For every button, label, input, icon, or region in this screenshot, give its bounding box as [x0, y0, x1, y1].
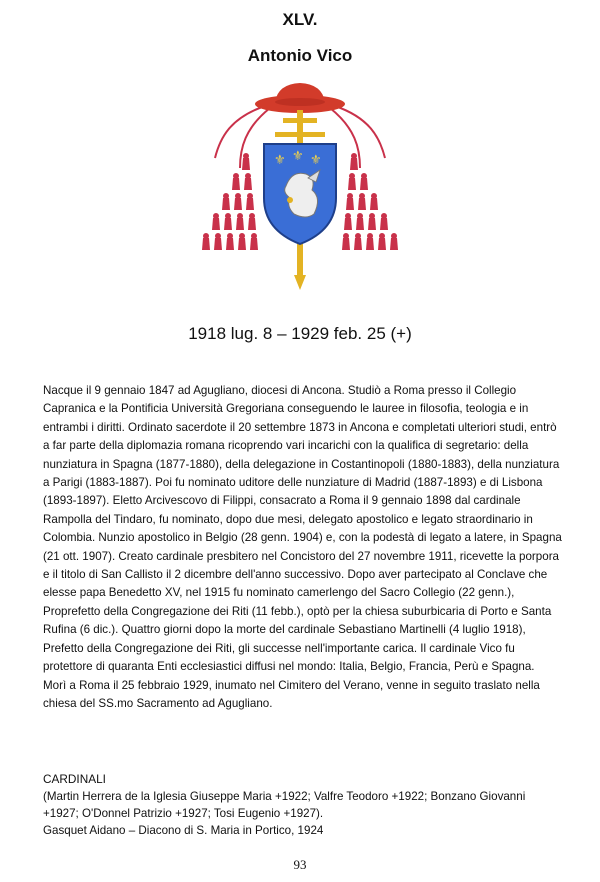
tassel [354, 233, 362, 250]
biography-text [43, 382, 571, 713]
biography-line: Rampolla del Tindaro, fu nominato, dopo due mesi, delegato apostolico e legato straordinario in [43, 512, 533, 526]
tassel [248, 213, 256, 230]
biography-line: entrambi i diritti. Ordinato sacerdote il 20 settembre 1873 in Ancona e completati ulteriori studi, entrò [43, 420, 557, 434]
cardinali-line: Gasquet Aidano – Diacono di S. Maria in Portico, 1924 [43, 824, 324, 837]
tassel [358, 193, 366, 210]
biography-line: Morì a Roma il 25 febbraio 1929, inumato nel Cimitero del Verano, venne in seguito traslato nella [43, 678, 540, 692]
tassel [348, 173, 356, 190]
biography-line: Capranica e la Pontificia Università Gregoriana conseguendo le lauree in filosofia, teologia e in [43, 402, 529, 416]
tassel [236, 213, 244, 230]
biography-line: Prefetto della Congregazione dei Riti, gli successe nell'importante carica. Il cardinale Vico fu [43, 641, 515, 655]
tassel [212, 213, 220, 230]
coat-of-arms [190, 78, 410, 298]
biography-line: elesse papa Benedetto XV, nel 1915 fu nominato camerlengo del Sacro Collegio (22 genn.), [43, 586, 515, 600]
tassel [370, 193, 378, 210]
svg-text:⚜: ⚜ [274, 153, 286, 168]
chapter-numeral: XLV. [282, 10, 318, 29]
tassel [214, 233, 222, 250]
tassel [244, 173, 252, 190]
shield [264, 144, 336, 244]
cardinal-name: Antonio Vico [247, 46, 353, 65]
tassel [346, 193, 354, 210]
biography-line: Rufina (6 dic.). Quattro giorni dopo la morte del cardinale Sebastiano Martinelli (4 luglio 1918), [43, 623, 526, 637]
cardinali-line: +1927; O'Donnel Patrizio +1927; Tosi Eugenio +1927). [43, 807, 324, 820]
svg-text:⚜: ⚜ [292, 149, 304, 164]
biography-line: chiesa del SS.mo Sacramento ad Agugliano. [43, 696, 273, 710]
biography-line: a Parigi (1883-1887). Poi fu nominato uditore delle nunziature di Madrid (1887-1893) e di Lisbona [43, 476, 543, 490]
tassel [390, 233, 398, 250]
tassel [368, 213, 376, 230]
cardinal-hat [255, 83, 345, 113]
tassel [366, 233, 374, 250]
tassel [238, 233, 246, 250]
tassel [360, 173, 368, 190]
cardinali-list [43, 788, 573, 839]
tassel [234, 193, 242, 210]
tassels-right [342, 153, 398, 250]
tassel [202, 233, 210, 250]
tassels-left [202, 153, 258, 250]
tassel [356, 213, 364, 230]
svg-text:⚜: ⚜ [310, 153, 322, 168]
biography-line: Colombia. Nunzio apostolico in Belgio (28 genn. 1904) e, con la podestà di legato a latere, in Spagna [43, 531, 562, 545]
biography-line: a far parte della diplomazia romana ricoprendo vari incarichi con la qualifica di segretario: della [43, 439, 529, 453]
tassel [232, 173, 240, 190]
biography-line: e il titolo di San Callisto il 2 dicembre dell'anno successivo. Dopo aver partecipato al Conclave che [43, 568, 548, 582]
biography-line: Proprefetto della Congregazione dei Riti (11 febb.), optò per la chiesa suburbicaria di Porto e Santa [43, 604, 552, 618]
biography-line: nunziatura in Spagna (1877-1880), della delegazione in Costantinopoli (1880-1883), della nunziatura [43, 457, 560, 471]
tassel [222, 193, 230, 210]
tenure-dates: 1918 lug. 8 – 1929 feb. 25 (+) [188, 324, 412, 343]
tassel [242, 153, 250, 170]
tassel [344, 213, 352, 230]
tassel [250, 233, 258, 250]
biography-line: protettore di quaranta Enti ecclesiastici diffusi nel mondo: Italia, Belgio, Francia, Perù e Spagna. [43, 660, 535, 674]
cardinali-heading: CARDINALI [43, 772, 106, 786]
biography-line: (1893-1897). Eletto Arcivescovo di Filippi, consacrato a Roma il 9 gennaio 1898 dal cardinale [43, 494, 521, 508]
tassel [380, 213, 388, 230]
tassel [226, 233, 234, 250]
tassel [246, 193, 254, 210]
tassel [224, 213, 232, 230]
tassel [342, 233, 350, 250]
page-number: 93 [293, 857, 307, 872]
biography-line: (21 ott. 1907). Creato cardinale presbitero nel Concistoro del 27 novembre 1911, ricevette la porpora [43, 549, 560, 563]
tassel [378, 233, 386, 250]
cardinali-line: (Martin Herrera de la Iglesia Giuseppe Maria +1922; Valfre Teodoro +1922; Bonzano Giovanni [43, 790, 526, 803]
tassel [350, 153, 358, 170]
biography-line: Nacque il 9 gennaio 1847 ad Agugliano, diocesi di Ancona. Studiò a Roma presso il Collegio [43, 384, 517, 397]
